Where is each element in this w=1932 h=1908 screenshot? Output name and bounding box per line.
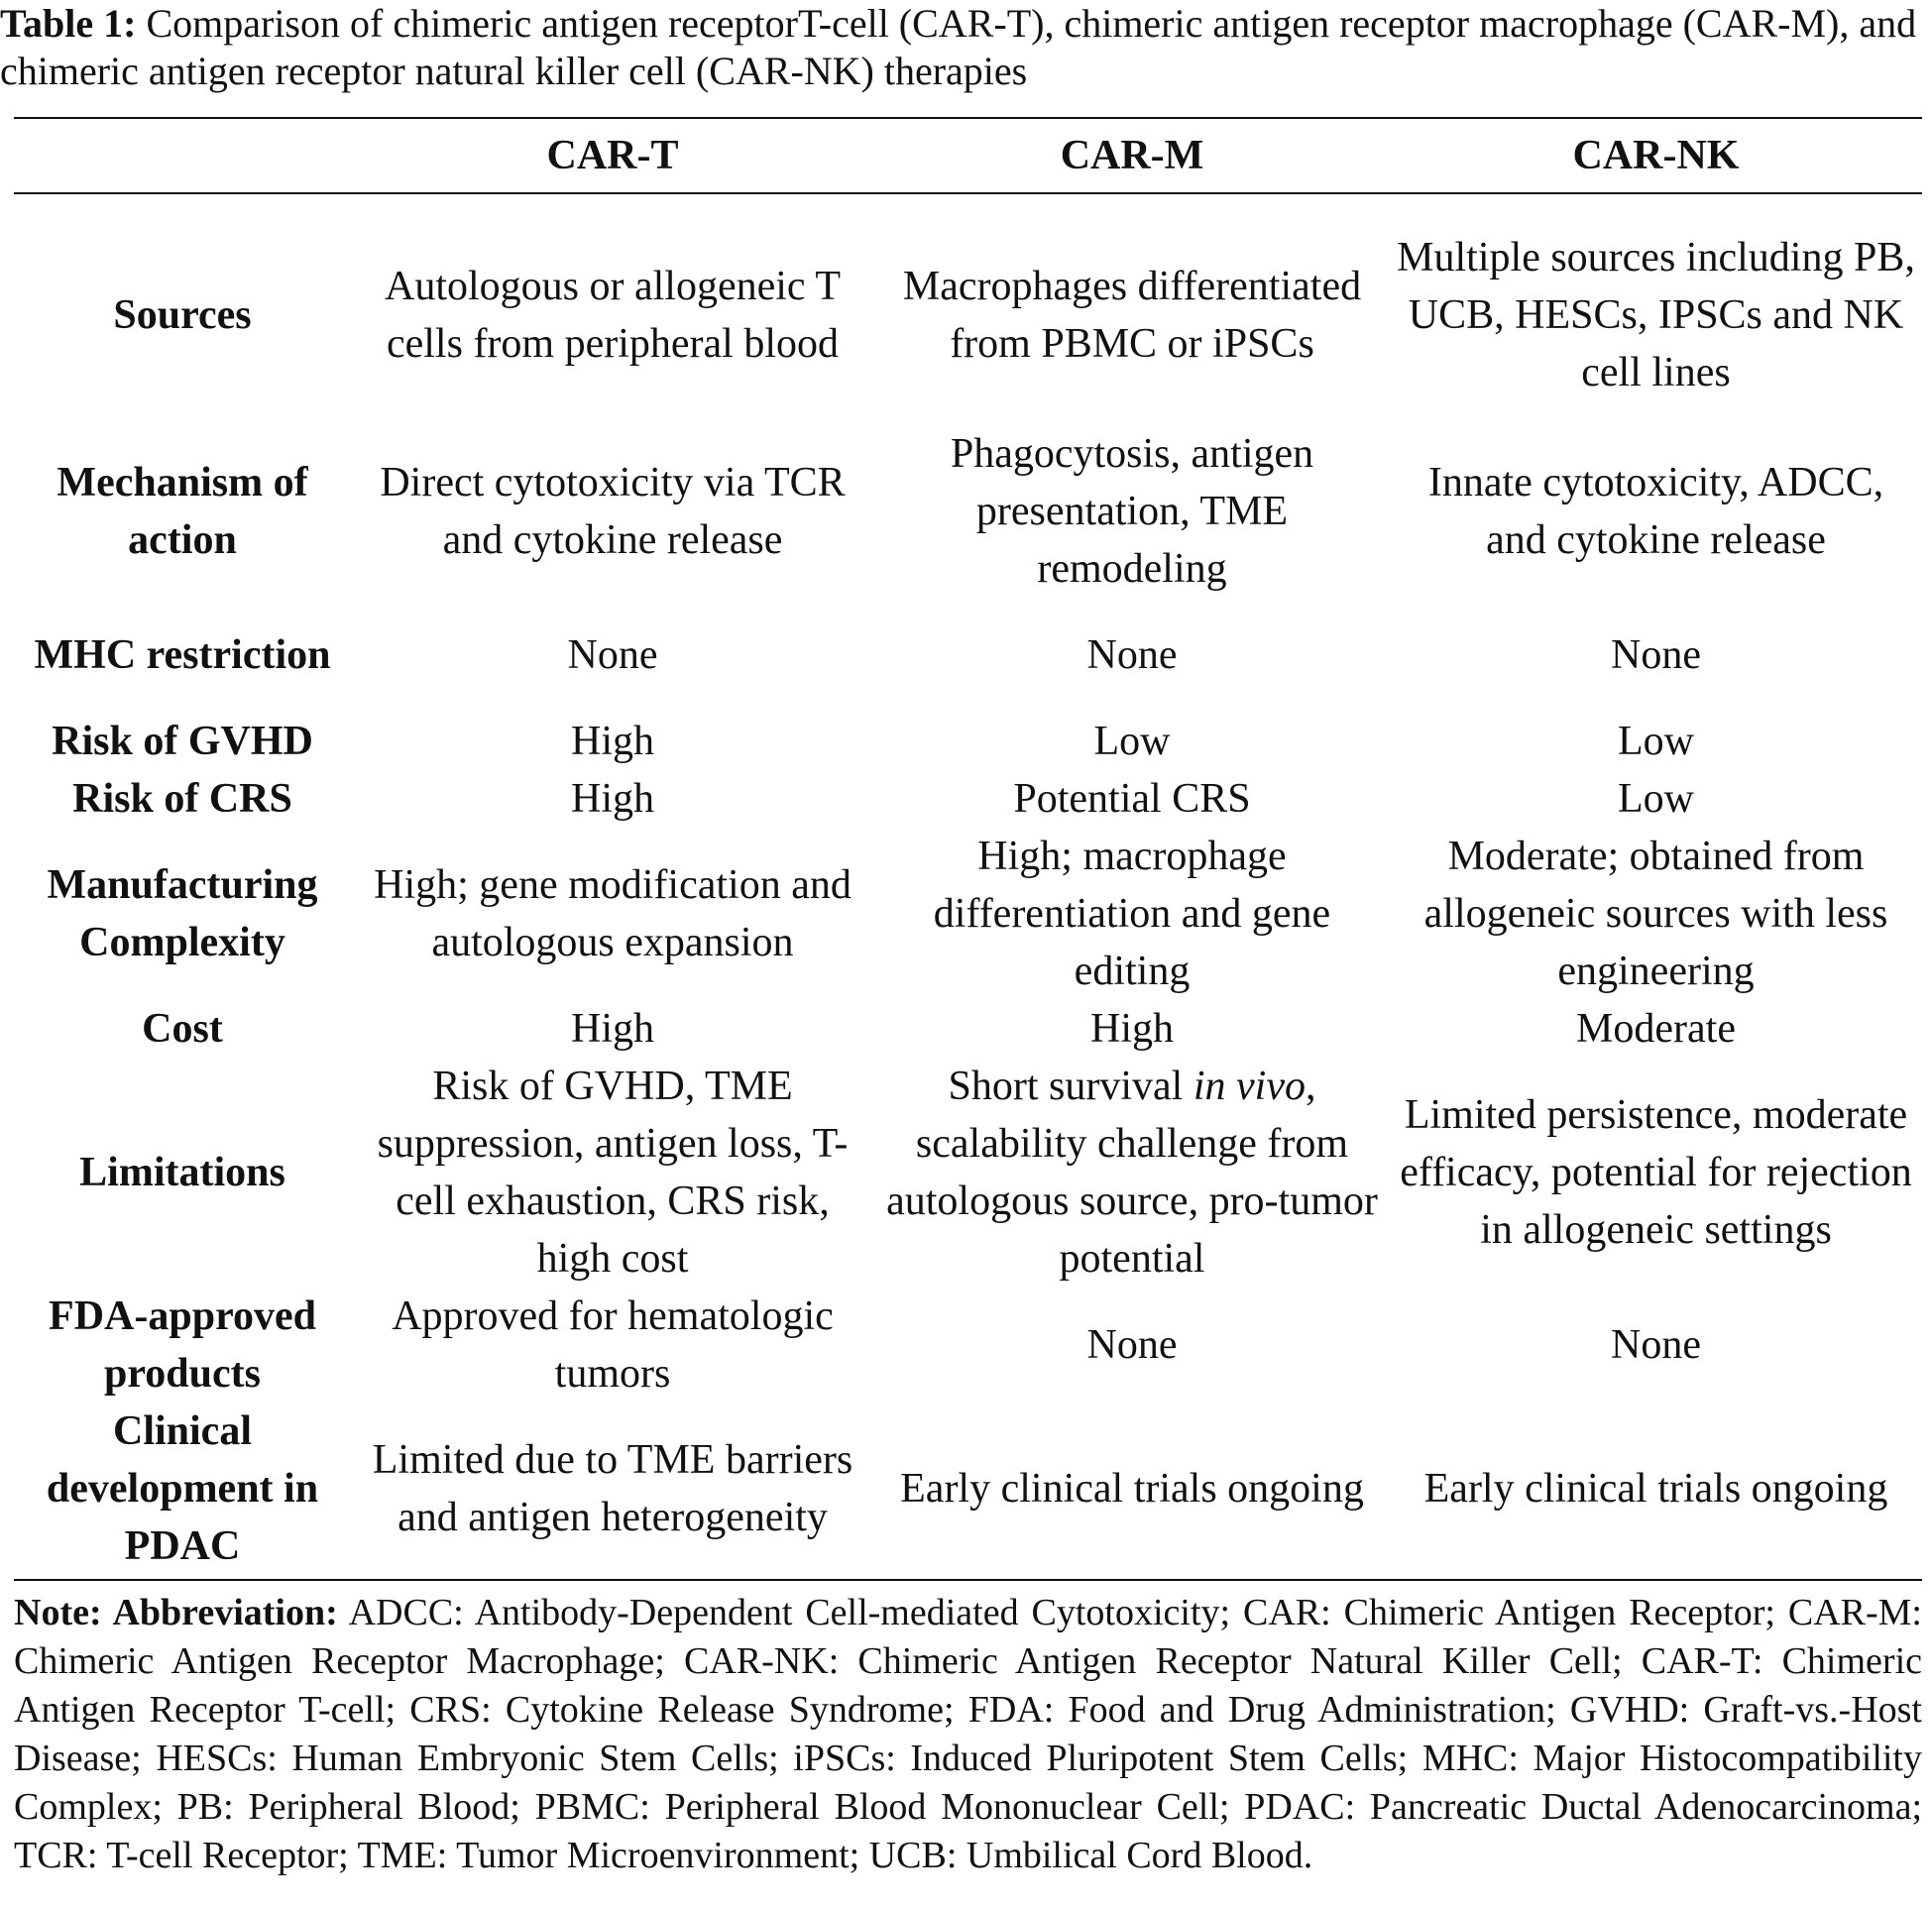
row-label: Limitations <box>79 1150 285 1195</box>
cell-car-t: High; gene modification and autologous expansion <box>374 862 852 965</box>
note-text: ADCC: Antibody-Dependent Cell-mediated Cytotoxicity; CAR: Chimeric Antigen Receptor; CAR-M: Chimeric Antigen Receptor Macrophage; CAR-NK: Chimeric Antigen Receptor Natural Killer Cell; CAR-T: Chimeric Antigen Receptor T-cell; CRS: Cytokine Release Syndrome; FDA: Food and Drug Administration; GVHD: Graft-vs.-Host Disease; HESCs: Human Embryonic Stem Cells; iPSCs: Induced Pluripotent Stem Cells; MHC: Major Histocompatibility Complex; PB: Peripheral Blood; PBMC: Peripheral Blood Mononuclear Cell; PDAC: Pancreatic Ductal Adenocarcinoma; TCR: T-cell Receptor; TME: Tumor Microenvironment; UCB: Umbilical Cord Blood. <box>14 1592 1922 1876</box>
row-label: Manufacturing Complexity <box>47 862 318 965</box>
cell-car-t: Risk of GVHD, TME suppression, antigen loss, T-cell exhaustion, CRS risk, high cost <box>377 1064 849 1282</box>
cell-car-m: High; macrophage differentiation and gene editing <box>933 834 1331 994</box>
cell-car-m: Early clinical trials ongoing <box>900 1466 1364 1512</box>
cell-text: , scalability challenge from autologous source, pro-tumor potential <box>886 1064 1378 1282</box>
cell-car-m: None <box>1086 1322 1178 1368</box>
note-label: Note: Abbreviation: <box>14 1592 338 1633</box>
cell-car-nk: Moderate; obtained from allogeneic sources with less engineering <box>1423 834 1888 994</box>
cell-car-nk: Low <box>1618 719 1694 764</box>
row-label: Cost <box>142 1006 223 1052</box>
cell-text: Short survival <box>948 1064 1193 1109</box>
caption-label: Table 1: <box>0 1 137 46</box>
table-row <box>14 1403 1922 1579</box>
cell-car-nk: Early clinical trials ongoing <box>1423 1466 1888 1512</box>
cell-car-t: Direct cytotoxicity via TCR and cytokine release <box>380 460 846 563</box>
row-label: Sources <box>113 291 252 338</box>
cell-car-m: Phagocytosis, antigen presentation, TME remodeling <box>950 431 1314 592</box>
cell-car-m: Macrophages differentiated from PBMC or iPSCs <box>902 263 1362 367</box>
cell-car-nk: Multiple sources including PB, UCB, HESCs, IPSCs and NK cell lines <box>1397 234 1915 395</box>
table-row <box>14 1000 1922 1058</box>
table-row <box>14 713 1922 770</box>
table-row <box>14 425 1922 598</box>
row-label: Clinical development in PDAC <box>46 1408 319 1569</box>
table-row <box>14 193 1922 425</box>
table-row <box>14 598 1922 713</box>
cell-car-nk: Moderate <box>1576 1006 1736 1052</box>
header-empty <box>14 119 351 193</box>
comparison-table <box>14 119 1922 1579</box>
cell-car-m: None <box>1086 632 1178 678</box>
cell-car-t: Limited due to TME barriers and antigen heterogeneity <box>372 1437 853 1540</box>
cell-car-nk: Limited persistence, moderate efficacy, potential for rejection in allogeneic settings <box>1400 1092 1912 1253</box>
table-row <box>14 828 1922 1000</box>
row-label: FDA-approved products <box>49 1293 316 1397</box>
header-car-m: CAR-M <box>874 119 1390 193</box>
header-car-nk: CAR-NK <box>1390 119 1922 193</box>
cell-car-m: High <box>1090 1006 1174 1052</box>
cell-car-t: High <box>571 719 654 764</box>
cell-car-t: Approved for hematologic tumors <box>392 1293 834 1397</box>
header-car-t: CAR-T <box>351 119 874 193</box>
cell-car-nk: None <box>1611 1322 1701 1368</box>
table-row <box>14 770 1922 828</box>
cell-car-m: Potential CRS <box>1013 776 1251 822</box>
row-label: Mechanism of action <box>57 460 308 563</box>
cell-car-m <box>874 1058 1390 1288</box>
cell-car-t: None <box>567 632 658 678</box>
row-label: MHC restriction <box>34 632 331 678</box>
table-header-row <box>14 119 1922 193</box>
cell-car-t: Autologous or allogeneic T cells from peripheral blood <box>385 263 841 367</box>
table-row <box>14 1288 1922 1403</box>
comparison-table-wrapper <box>14 117 1922 1581</box>
cell-car-t: High <box>571 776 654 822</box>
table-note <box>14 1589 1922 1880</box>
table-caption <box>0 0 1928 95</box>
cell-car-nk: Innate cytotoxicity, ADCC, and cytokine release <box>1427 460 1884 563</box>
cell-car-t: High <box>571 1006 654 1052</box>
table-row <box>14 1058 1922 1288</box>
cell-car-nk: None <box>1611 632 1701 678</box>
cell-car-m: Low <box>1093 719 1171 764</box>
cell-car-nk: Low <box>1618 776 1694 822</box>
caption-text: Comparison of chimeric antigen receptorT-cell (CAR-T), chimeric antigen receptor macrophage (CAR-M), and chimeric antigen receptor natural killer cell (CAR-NK) therapies <box>0 1 1917 93</box>
row-label: Risk of GVHD <box>52 719 313 764</box>
cell-italic-text: in vivo <box>1193 1064 1306 1109</box>
row-label: Risk of CRS <box>72 776 292 822</box>
